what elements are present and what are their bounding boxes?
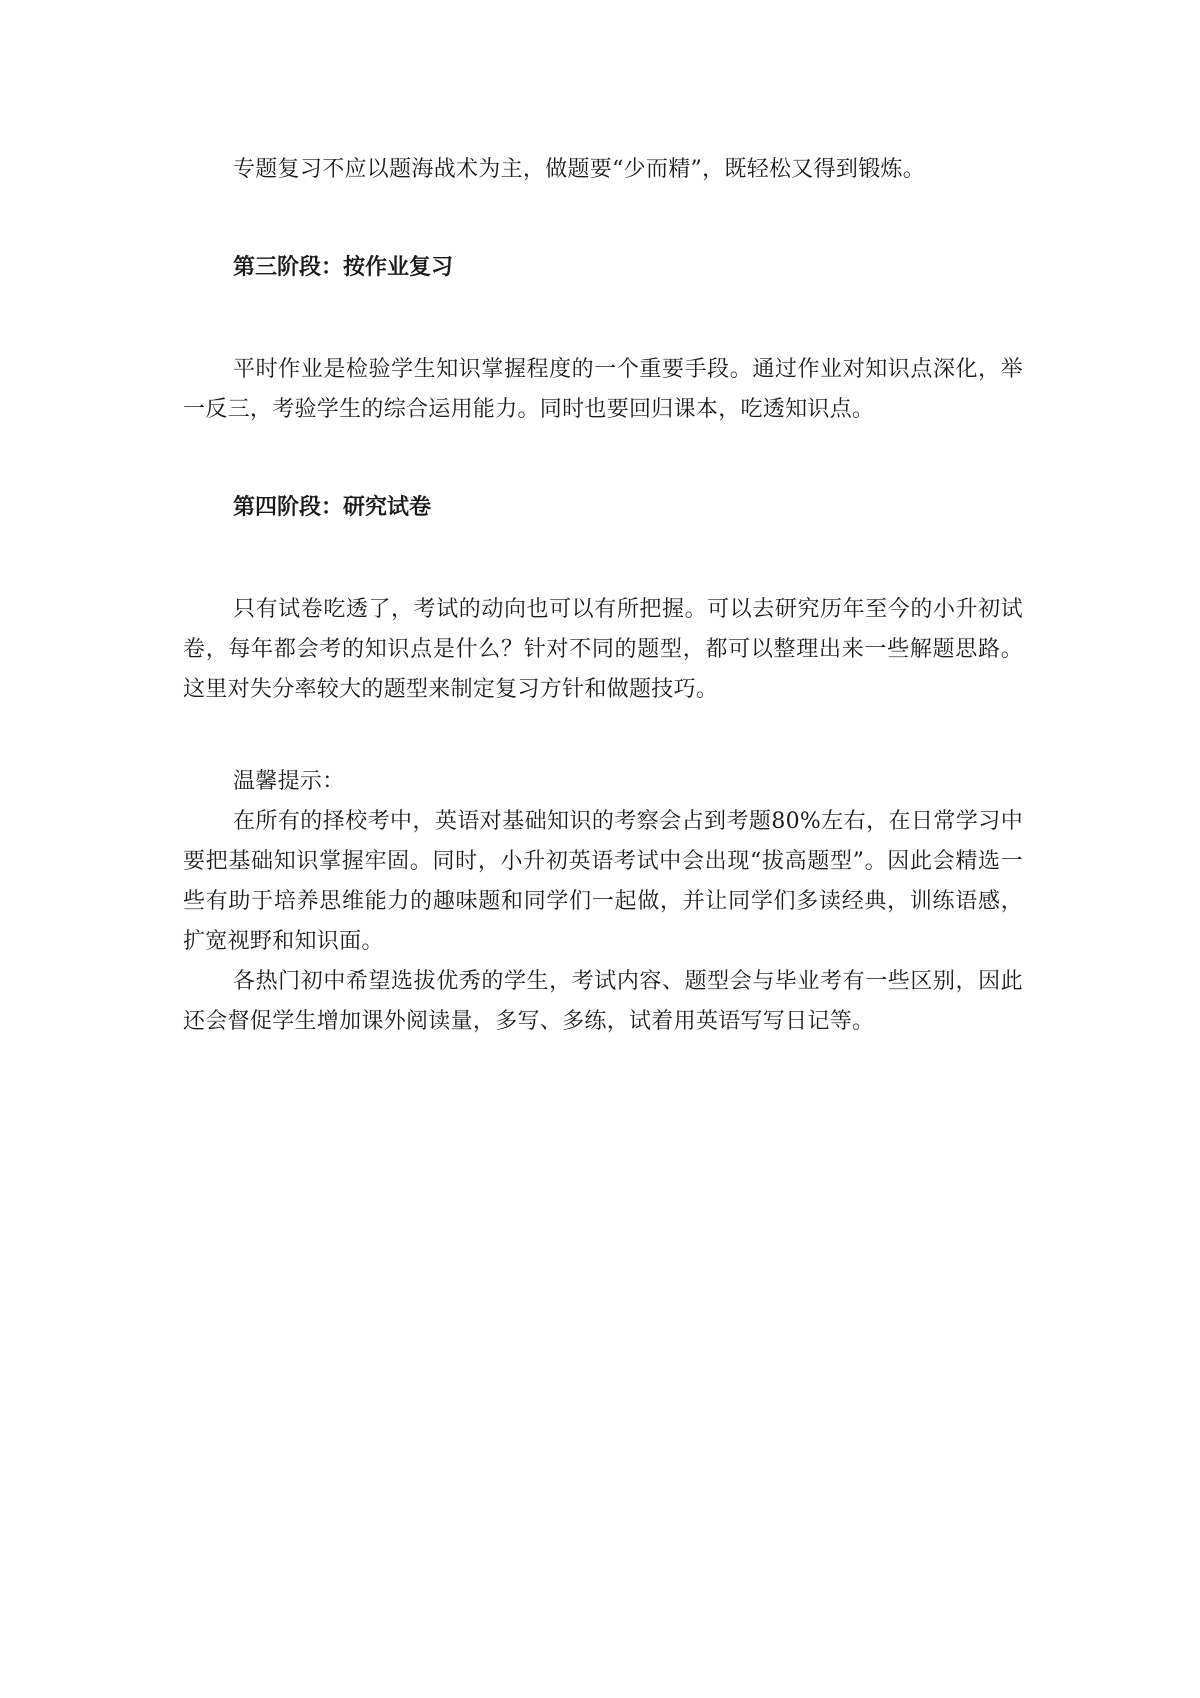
paragraph-review-tip: 专题复习不应以题海战术为主，做题要“少而精”，既轻松又得到锻炼。 (233, 157, 926, 182)
document-body (183, 150, 1023, 1042)
paragraph-extra-reading: 各热门初中希望选拔优秀的学生，考试内容、题型会与毕业考有一些区别，因此还会督促学生增加课外阅读量，多写、多练，试着用英语写写日记等。 (183, 969, 1023, 1034)
paragraph-warm-tip-label: 温馨提示： (233, 769, 345, 794)
paragraph-english-basics: 在所有的择校考中，英语对基础知识的考察会占到考题80%左右，在日常学习中要把基础知识掌握牢固。同时，小升初英语考试中会出现“拔高题型”。因此会精选一些有助于培养思维能力的趣味题和同学们一起做，并让同学们多读经典，训练语感，扩宽视野和知识面。 (183, 809, 1023, 954)
paragraph-homework-review: 平时作业是检验学生知识掌握程度的一个重要手段。通过作业对知识点深化，举一反三，考验学生的综合运用能力。同时也要回归课本，吃透知识点。 (183, 357, 1023, 422)
heading-stage-four: 第四阶段：研究试卷 (233, 495, 432, 520)
paragraph-study-papers: 只有试卷吃透了，考试的动向也可以有所把握。可以去研究历年至今的小升初试卷，每年都会考的知识点是什么？针对不同的题型，都可以整理出来一些解题思路。这里对失分率较大的题型来制定复习方针和做题技巧。 (183, 597, 1023, 702)
heading-stage-three: 第三阶段：按作业复习 (233, 255, 454, 280)
